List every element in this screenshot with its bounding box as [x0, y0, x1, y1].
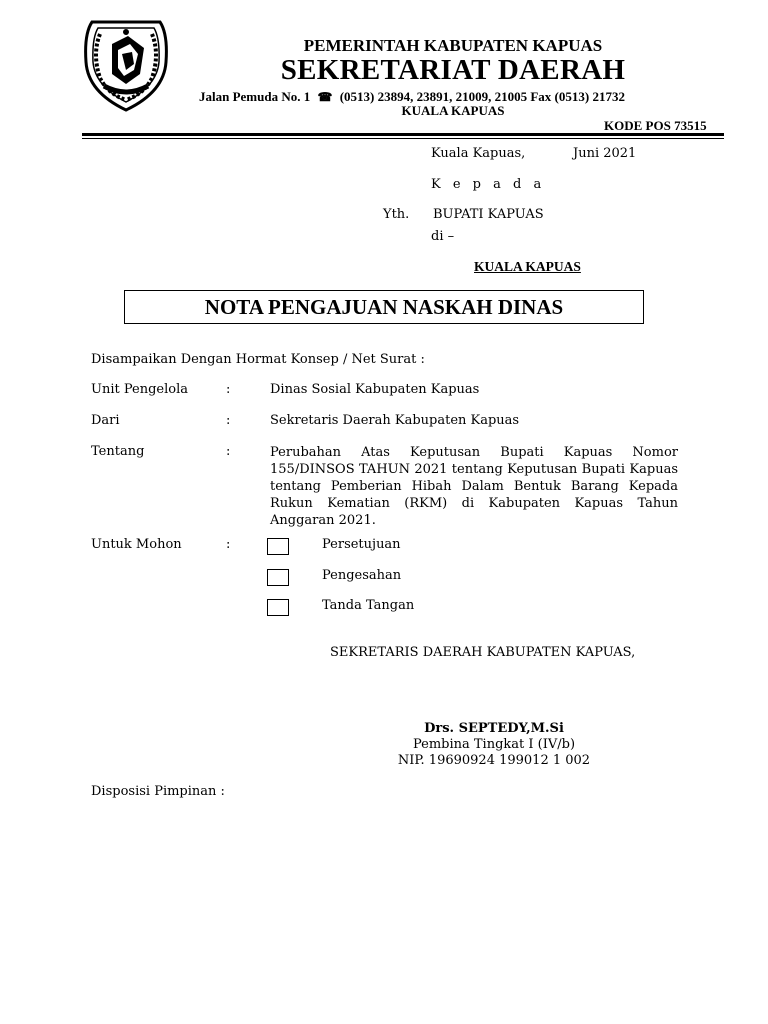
emblem-icon [78, 14, 174, 114]
signature-position: SEKRETARIS DAERAH KABUPATEN KAPUAS, [330, 645, 636, 660]
header-rule-thick [82, 133, 724, 136]
recipient-city: KUALA KAPUAS [474, 259, 581, 274]
checkbox-approval[interactable] [267, 538, 289, 555]
recipient-at: di – [431, 229, 455, 244]
option-ratification: Pengesahan [322, 568, 402, 583]
checkbox-signature[interactable] [267, 599, 289, 616]
letter-place: Kuala Kapuas, [431, 146, 526, 161]
recipient: BUPATI KAPUAS [433, 207, 544, 222]
checkbox-ratification[interactable] [267, 569, 289, 586]
document-title: NOTA PENGAJUAN NASKAH DINAS [124, 290, 644, 324]
address-prefix: Jalan Pemuda No. 1 [199, 89, 311, 104]
signature-nip: NIP. 19690924 199012 1 002 [397, 753, 591, 768]
field-colon: : [226, 382, 231, 397]
field-colon: : [226, 444, 231, 459]
field-colon: : [226, 413, 231, 428]
field-value-unit: Dinas Sosial Kabupaten Kapuas [270, 382, 480, 397]
field-label-subject: Tentang [91, 444, 145, 459]
letterhead-city: KUALA KAPUAS [401, 103, 505, 118]
emblem-logo [78, 14, 174, 114]
salutation: Yth. [383, 207, 410, 222]
signature-name: Drs. SEPTEDY,M.Si [424, 721, 564, 736]
field-label-unit: Unit Pengelola [91, 382, 188, 397]
phone-icon: ☎ [317, 90, 333, 104]
postal-code: KODE POS 73515 [604, 118, 707, 133]
field-label-from: Dari [91, 413, 120, 428]
letter-date: Juni 2021 [573, 146, 637, 161]
request-label: Untuk Mohon [91, 537, 182, 552]
letterhead-government: PEMERINTAH KABUPATEN KAPUAS [303, 36, 603, 55]
header-rule-thin [82, 138, 724, 139]
field-value-subject: Perubahan Atas Keputusan Bupati Kapuas Nomor 155/DINSOS TAHUN 2021 tentang Keputusan Bupati Kapuas tentang Pemberian Hibah Dalam Bentuk Barang Kepada Rukun Kematian (RKM) di Kabupaten Kapuas Tahun Anggaran 2021. [270, 445, 678, 528]
field-value-from: Sekretaris Daerah Kabupaten Kapuas [270, 413, 520, 428]
to-label: K e p a d a [431, 177, 546, 192]
letterhead-office: SEKRETARIAT DAERAH [280, 54, 626, 86]
disposition-label: Disposisi Pimpinan : [91, 784, 225, 799]
signature-rank: Pembina Tingkat I (IV/b) [412, 737, 576, 752]
option-signature: Tanda Tangan [322, 598, 415, 613]
request-colon: : [226, 537, 231, 552]
address-suffix: (0513) 23894, 23891, 21009, 21005 Fax (0513) 21732 [339, 89, 625, 104]
intro-text: Disampaikan Dengan Hormat Konsep / Net Surat : [91, 352, 425, 367]
option-approval: Persetujuan [322, 537, 401, 552]
